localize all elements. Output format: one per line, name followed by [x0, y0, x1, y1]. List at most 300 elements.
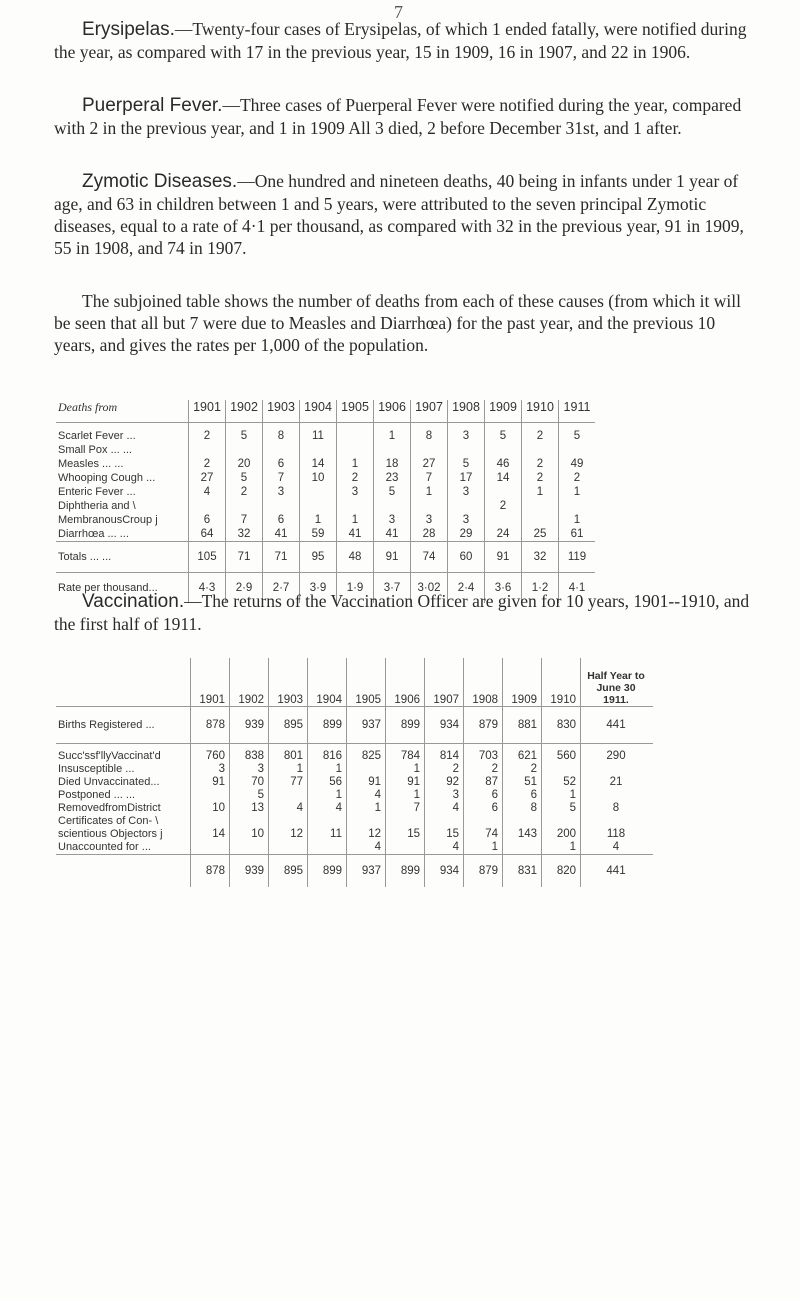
- vacc-cell: 1: [386, 789, 425, 802]
- puerperal-text: —Three cases of Puerperal Fever were notified during the year, compared with 2 in the previous year, and 1 in 1909 All 3 died, 2 before December 31st, and 1 after.: [54, 95, 742, 138]
- deaths-cell: [374, 443, 411, 457]
- vacc-row-label: Postponed ...: [58, 789, 123, 801]
- vacc-cell: [230, 841, 269, 855]
- vacc-cell: 801: [269, 750, 308, 763]
- deaths-cell: 17: [448, 471, 485, 485]
- vacc-cell: 13: [230, 802, 269, 815]
- vacc-year-header: 1907: [425, 658, 464, 707]
- deaths-total-cell: 32: [522, 542, 559, 573]
- deaths-cell: [337, 499, 374, 513]
- births-cell: 899: [386, 707, 425, 744]
- leader-dots: ...: [126, 430, 136, 442]
- vacc-year-header: 1904: [308, 658, 347, 707]
- puerperal-heading: Puerperal Fever.: [82, 95, 223, 116]
- deaths-cell: 28: [411, 527, 448, 542]
- deaths-cell: [559, 443, 596, 457]
- deaths-cell: 5: [485, 429, 522, 443]
- vacc-cell: 838: [230, 750, 269, 763]
- deaths-row: [56, 457, 595, 471]
- deaths-cell: [448, 443, 485, 457]
- deaths-cell: [189, 443, 226, 457]
- vacc-cell: [347, 763, 386, 776]
- erysipelas-heading: Erysipelas.: [82, 19, 175, 40]
- leader-dots: ...: [125, 763, 135, 775]
- vacc-cell: [308, 815, 347, 828]
- vacc-year-header: 1906: [386, 658, 425, 707]
- deaths-cell: 1: [337, 513, 374, 527]
- vacc-cell: 5: [230, 789, 269, 802]
- deaths-cell: 25: [522, 527, 559, 542]
- deaths-cell: 64: [189, 527, 226, 542]
- deaths-cell: [522, 443, 559, 457]
- leader-dots: ...: [145, 719, 155, 731]
- deaths-cell: 6: [189, 513, 226, 527]
- deaths-cell: 41: [337, 527, 374, 542]
- vacc-cell: [347, 815, 386, 828]
- vacc-cell: [269, 815, 308, 828]
- vacc-cell: 14: [191, 828, 230, 841]
- deaths-cell: 27: [189, 471, 226, 485]
- births-cell: 939: [230, 707, 269, 744]
- vacc-cell: 56: [308, 776, 347, 789]
- vacc-total-cell: 831: [503, 855, 542, 888]
- vacc-cell: 52: [542, 776, 581, 789]
- vacc-cell: 70: [230, 776, 269, 789]
- zymotic-paragraph: [54, 170, 754, 259]
- vacc-cell: 760: [191, 750, 230, 763]
- deaths-cell: [263, 499, 300, 513]
- deaths-cell: 61: [559, 527, 596, 542]
- vacc-cell: 4: [269, 802, 308, 815]
- vacc-cell: 290: [581, 750, 654, 763]
- vacc-cell: 77: [269, 776, 308, 789]
- vacc-cell: [269, 789, 308, 802]
- vacc-year-header: 1903: [269, 658, 308, 707]
- deaths-rate-cell: 1·9: [337, 573, 374, 604]
- deaths-cell: 49: [559, 457, 596, 471]
- deaths-cell: 23: [374, 471, 411, 485]
- deaths-cell: 14: [485, 471, 522, 485]
- vacc-cell: 1: [269, 763, 308, 776]
- vacc-row-label: scientious Objectors: [58, 828, 158, 840]
- vacc-total-cell: 878: [191, 855, 230, 888]
- deaths-year-header: 1903: [263, 400, 300, 423]
- births-cell: 895: [269, 707, 308, 744]
- deaths-cell: [226, 499, 263, 513]
- vacc-cell: 7: [386, 802, 425, 815]
- vacc-cell: [425, 815, 464, 828]
- births-cell: 830: [542, 707, 581, 744]
- vacc-cell: 1: [386, 763, 425, 776]
- deaths-cell: 59: [300, 527, 337, 542]
- deaths-total-cell: 91: [485, 542, 522, 573]
- deaths-cell: [448, 499, 485, 513]
- leader-dots: ...: [150, 776, 160, 788]
- deaths-cell: 5: [448, 457, 485, 471]
- deaths-cell: [485, 443, 522, 457]
- vacc-cell: 4: [347, 841, 386, 855]
- vacc-cell: 200: [542, 828, 581, 841]
- vacc-cell: 814: [425, 750, 464, 763]
- vacc-year-header: 1901: [191, 658, 230, 707]
- vacc-total-cell: 899: [308, 855, 347, 888]
- vacc-half-year-header: Half Year to June 30 1911.: [581, 658, 654, 707]
- deaths-rate-cell: 2·4: [448, 573, 485, 604]
- vacc-cell: [542, 763, 581, 776]
- deaths-cell: 2: [559, 471, 596, 485]
- vacc-row: [56, 828, 653, 841]
- vacc-cell: 12: [269, 828, 308, 841]
- vacc-cell: 91: [347, 776, 386, 789]
- deaths-year-header: 1909: [485, 400, 522, 423]
- deaths-total-cell: 48: [337, 542, 374, 573]
- deaths-cell: 32: [226, 527, 263, 542]
- leader-dots: ...: [141, 841, 151, 853]
- vacc-cell: 4: [425, 802, 464, 815]
- vaccination-paragraph: [54, 590, 754, 635]
- deaths-cell: 7: [411, 471, 448, 485]
- erysipelas-paragraph: [54, 18, 754, 63]
- vacc-cell: 1: [308, 789, 347, 802]
- deaths-year-header: 1910: [522, 400, 559, 423]
- deaths-cell: 2: [522, 471, 559, 485]
- births-cell: 878: [191, 707, 230, 744]
- leader-dots: ...: [126, 486, 136, 498]
- vacc-row-label: RemovedfromDistrict: [58, 802, 161, 814]
- births-cell: 937: [347, 707, 386, 744]
- deaths-cell: 5: [374, 485, 411, 499]
- deaths-cell: [522, 499, 559, 513]
- leader-dots: ...: [125, 789, 136, 801]
- vacc-row: [56, 841, 653, 855]
- deaths-cell: [374, 499, 411, 513]
- vacc-cell: [269, 841, 308, 855]
- deaths-rate-cell: 1·2: [522, 573, 559, 604]
- deaths-cell: 1: [559, 513, 596, 527]
- vacc-cell: 560: [542, 750, 581, 763]
- deaths-cell: [300, 499, 337, 513]
- deaths-row-label: Scarlet Fever: [58, 430, 124, 442]
- vacc-total-cell: 934: [425, 855, 464, 888]
- vacc-cell: 11: [308, 828, 347, 841]
- deaths-cell: 3: [374, 513, 411, 527]
- deaths-cell: 2: [485, 499, 522, 513]
- totals-label: Totals ...: [58, 551, 99, 563]
- vacc-cell: 1: [542, 789, 581, 802]
- vacc-cell: [542, 815, 581, 828]
- deaths-cell: 2: [522, 457, 559, 471]
- vacc-row-label: Unaccounted for: [58, 841, 139, 853]
- vacc-cell: 3: [191, 763, 230, 776]
- vacc-cell: 21: [581, 776, 654, 789]
- vacc-cell: 51: [503, 776, 542, 789]
- vacc-cell: 6: [464, 789, 503, 802]
- vacc-row: [56, 750, 653, 763]
- deaths-year-header: 1902: [226, 400, 263, 423]
- deaths-cell: 5: [559, 429, 596, 443]
- deaths-cell: [485, 513, 522, 527]
- deaths-year-header: 1905: [337, 400, 374, 423]
- vacc-cell: 1: [464, 841, 503, 855]
- deaths-cell: [300, 443, 337, 457]
- vacc-row-label: Died Unvaccinated: [58, 776, 151, 788]
- vacc-cell: [191, 815, 230, 828]
- vaccination-table: [56, 658, 653, 887]
- deaths-cell: 41: [374, 527, 411, 542]
- vacc-year-header: 1905: [347, 658, 386, 707]
- vacc-cell: [581, 815, 654, 828]
- deaths-cell: [337, 429, 374, 443]
- deaths-totals-row: [56, 542, 595, 573]
- vacc-totals-row: [56, 855, 653, 888]
- vacc-year-header: 1908: [464, 658, 503, 707]
- brace-bottom: j: [160, 828, 163, 840]
- deaths-rate-cell: 4·3: [189, 573, 226, 604]
- deaths-cell: 4: [189, 485, 226, 499]
- vacc-cell: 784: [386, 750, 425, 763]
- deaths-rate-cell: 3·7: [374, 573, 411, 604]
- deaths-row-label: MembranousCroup: [58, 514, 153, 526]
- deaths-cell: 11: [300, 429, 337, 443]
- vacc-cell: 118: [581, 828, 654, 841]
- vacc-year-header: 1902: [230, 658, 269, 707]
- deaths-total-cell: 74: [411, 542, 448, 573]
- deaths-total-cell: 71: [226, 542, 263, 573]
- deaths-cell: 20: [226, 457, 263, 471]
- deaths-total-cell: 91: [374, 542, 411, 573]
- deaths-cell: 46: [485, 457, 522, 471]
- deaths-cell: 2: [337, 471, 374, 485]
- vacc-cell: 4: [347, 789, 386, 802]
- vacc-cell: 74: [464, 828, 503, 841]
- deaths-cell: [263, 443, 300, 457]
- vacc-cell: 10: [230, 828, 269, 841]
- births-cell: 879: [464, 707, 503, 744]
- vacc-cell: [503, 815, 542, 828]
- deaths-cell: [337, 443, 374, 457]
- vacc-cell: [503, 841, 542, 855]
- subjoined-text: The subjoined table shows the number of deaths from each of these causes (from which it will be seen that all but 7 were due to Measles and Diarrhœa) for the past year, and the previous 10 years, and gives the rates per 1,000 of the population.: [54, 291, 741, 355]
- deaths-year-header: 1907: [411, 400, 448, 423]
- leader-dots: ...: [122, 444, 132, 456]
- vacc-cell: [191, 841, 230, 855]
- deaths-cell: 1: [300, 513, 337, 527]
- deaths-row-label: Diphtheria and: [58, 500, 130, 512]
- deaths-cell: 3: [448, 513, 485, 527]
- deaths-cell: 1: [411, 485, 448, 499]
- deaths-cell: 8: [263, 429, 300, 443]
- vacc-cell: [308, 841, 347, 855]
- vaccination-heading: Vaccination.: [82, 591, 185, 612]
- erysipelas-text: —Twenty-four cases of Erysipelas, of which 1 ended fatally, were notified during the year, as compared with 17 in the previous year, 15 in 1909, 16 in 1907, and 22 in 1906.: [54, 19, 747, 62]
- leader-dots: ...: [146, 472, 156, 484]
- deaths-cell: 6: [263, 513, 300, 527]
- vacc-cell: 6: [503, 789, 542, 802]
- vacc-total-cell: 899: [386, 855, 425, 888]
- deaths-total-cell: 71: [263, 542, 300, 573]
- deaths-rate-cell: 3·9: [300, 573, 337, 604]
- deaths-cell: 2: [189, 457, 226, 471]
- deaths-cell: 2: [189, 429, 226, 443]
- vacc-births-row: [56, 707, 653, 744]
- deaths-cell: 1: [559, 485, 596, 499]
- leader-dots: ...: [119, 528, 129, 540]
- deaths-year-header: 1901: [189, 400, 226, 423]
- vacc-cell: 2: [464, 763, 503, 776]
- brace-top: \: [155, 815, 159, 827]
- vaccination-text: —The returns of the Vaccination Officer are given for 10 years, 1901--1910, and the first half of 1911.: [54, 591, 750, 634]
- vacc-cell: 2: [503, 763, 542, 776]
- vacc-cell: 4: [308, 802, 347, 815]
- vacc-total-cell: 820: [542, 855, 581, 888]
- deaths-cell: 1: [337, 457, 374, 471]
- deaths-rate-cell: 3·02: [411, 573, 448, 604]
- vacc-cell: 6: [464, 802, 503, 815]
- deaths-total-cell: 119: [559, 542, 596, 573]
- births-cell: 899: [308, 707, 347, 744]
- deaths-cell: 2: [522, 429, 559, 443]
- vacc-row: [56, 802, 653, 815]
- deaths-total-cell: 95: [300, 542, 337, 573]
- births-cell: 934: [425, 707, 464, 744]
- deaths-cell: 18: [374, 457, 411, 471]
- births-cell: 881: [503, 707, 542, 744]
- deaths-year-header: 1908: [448, 400, 485, 423]
- deaths-total-cell: 105: [189, 542, 226, 573]
- deaths-row: [56, 429, 595, 443]
- vacc-total-cell: 939: [230, 855, 269, 888]
- deaths-cell: 3: [448, 485, 485, 499]
- births-label: Births Registered: [58, 719, 143, 731]
- leader-dots: ...: [102, 551, 112, 563]
- deaths-cell: 24: [485, 527, 522, 542]
- vacc-cell: 816: [308, 750, 347, 763]
- deaths-cell: 6: [263, 457, 300, 471]
- vacc-cell: 91: [386, 776, 425, 789]
- deaths-row: [56, 471, 595, 485]
- vacc-cell: 8: [581, 802, 654, 815]
- deaths-table: [56, 400, 595, 603]
- deaths-row-label: Diarrhœa ...: [58, 528, 117, 540]
- deaths-rate-cell: 3·6: [485, 573, 522, 604]
- zymotic-heading: Zymotic Diseases.: [82, 171, 238, 192]
- vacc-cell: 1: [308, 763, 347, 776]
- vacc-cell: 3: [425, 789, 464, 802]
- deaths-row-label: Whooping Cough: [58, 472, 144, 484]
- deaths-cell: [189, 499, 226, 513]
- vacc-row: [56, 763, 653, 776]
- vacc-year-header: 1909: [503, 658, 542, 707]
- deaths-rate-cell: 2·9: [226, 573, 263, 604]
- vacc-cell: [581, 763, 654, 776]
- deaths-row-label: Enteric Fever: [58, 486, 124, 498]
- deaths-cell: 3: [337, 485, 374, 499]
- deaths-row: [56, 443, 595, 457]
- deaths-cell: 3: [411, 513, 448, 527]
- vacc-total-cell: 879: [464, 855, 503, 888]
- leader-dots: ...: [114, 458, 124, 470]
- vacc-cell: [191, 789, 230, 802]
- deaths-cell: 3: [448, 429, 485, 443]
- vacc-cell: 3: [230, 763, 269, 776]
- vacc-row-label: Insusceptible: [58, 763, 123, 775]
- deaths-cell: 10: [300, 471, 337, 485]
- deaths-cell: [411, 499, 448, 513]
- deaths-cell: 41: [263, 527, 300, 542]
- vacc-cell: 2: [425, 763, 464, 776]
- page-number: 7: [394, 2, 403, 22]
- vacc-cell: 143: [503, 828, 542, 841]
- deaths-row-label: Small Pox ...: [58, 444, 120, 456]
- deaths-cell: [522, 513, 559, 527]
- vacc-row: [56, 776, 653, 789]
- deaths-row: [56, 499, 595, 513]
- vacc-cell: [230, 815, 269, 828]
- vacc-cell: 5: [542, 802, 581, 815]
- deaths-cell: [411, 443, 448, 457]
- zymotic-text: —One hundred and nineteen deaths, 40 being in infants under 1 year of age, and 63 in children between 1 and 5 years, were attributed to the seven principal Zymotic diseases, equal to a rate of 4·1 per thousand, as compared with 32 in the previous year, 91 in 1909, 55 in 1908, and 74 in 1907.: [54, 171, 744, 258]
- deaths-cell: 1: [374, 429, 411, 443]
- deaths-rate-cell: 2·7: [263, 573, 300, 604]
- deaths-cell: 27: [411, 457, 448, 471]
- brace-top: \: [132, 500, 136, 512]
- deaths-row-label: Measles ...: [58, 458, 112, 470]
- vacc-cell: [386, 841, 425, 855]
- deaths-cell: 7: [226, 513, 263, 527]
- vacc-total-cell: 895: [269, 855, 308, 888]
- vacc-cell: 87: [464, 776, 503, 789]
- vacc-row-label: Succ'ssf'llyVaccinat'd: [58, 750, 161, 762]
- deaths-cell: 2: [226, 485, 263, 499]
- vacc-cell: 1: [347, 802, 386, 815]
- vacc-cell: 15: [386, 828, 425, 841]
- deaths-cell: 7: [263, 471, 300, 485]
- deaths-cell: 1: [522, 485, 559, 499]
- vacc-cell: 91: [191, 776, 230, 789]
- vacc-cell: [386, 815, 425, 828]
- deaths-cell: [300, 485, 337, 499]
- deaths-total-cell: 60: [448, 542, 485, 573]
- vacc-cell: 10: [191, 802, 230, 815]
- deaths-row: [56, 527, 595, 542]
- vacc-cell: 92: [425, 776, 464, 789]
- vacc-cell: [581, 789, 654, 802]
- deaths-label-header: Deaths from: [56, 400, 189, 423]
- vacc-cell: 15: [425, 828, 464, 841]
- vacc-header-row: [56, 658, 653, 707]
- deaths-year-header: 1906: [374, 400, 411, 423]
- deaths-year-header: 1904: [300, 400, 337, 423]
- vacc-cell: [464, 815, 503, 828]
- subjoined-paragraph: [54, 290, 754, 356]
- deaths-cell: [559, 499, 596, 513]
- deaths-cell: 29: [448, 527, 485, 542]
- vacc-cell: 4: [581, 841, 654, 855]
- vacc-cell: 4: [425, 841, 464, 855]
- deaths-cell: 5: [226, 429, 263, 443]
- deaths-cell: 8: [411, 429, 448, 443]
- vacc-cell: 8: [503, 802, 542, 815]
- deaths-header-row: [56, 400, 595, 423]
- deaths-cell: 5: [226, 471, 263, 485]
- deaths-row: [56, 513, 595, 527]
- vacc-cell: 703: [464, 750, 503, 763]
- deaths-cell: 14: [300, 457, 337, 471]
- vacc-row: [56, 789, 653, 802]
- vacc-cell: 12: [347, 828, 386, 841]
- vacc-cell: 1: [542, 841, 581, 855]
- vacc-cell: 825: [347, 750, 386, 763]
